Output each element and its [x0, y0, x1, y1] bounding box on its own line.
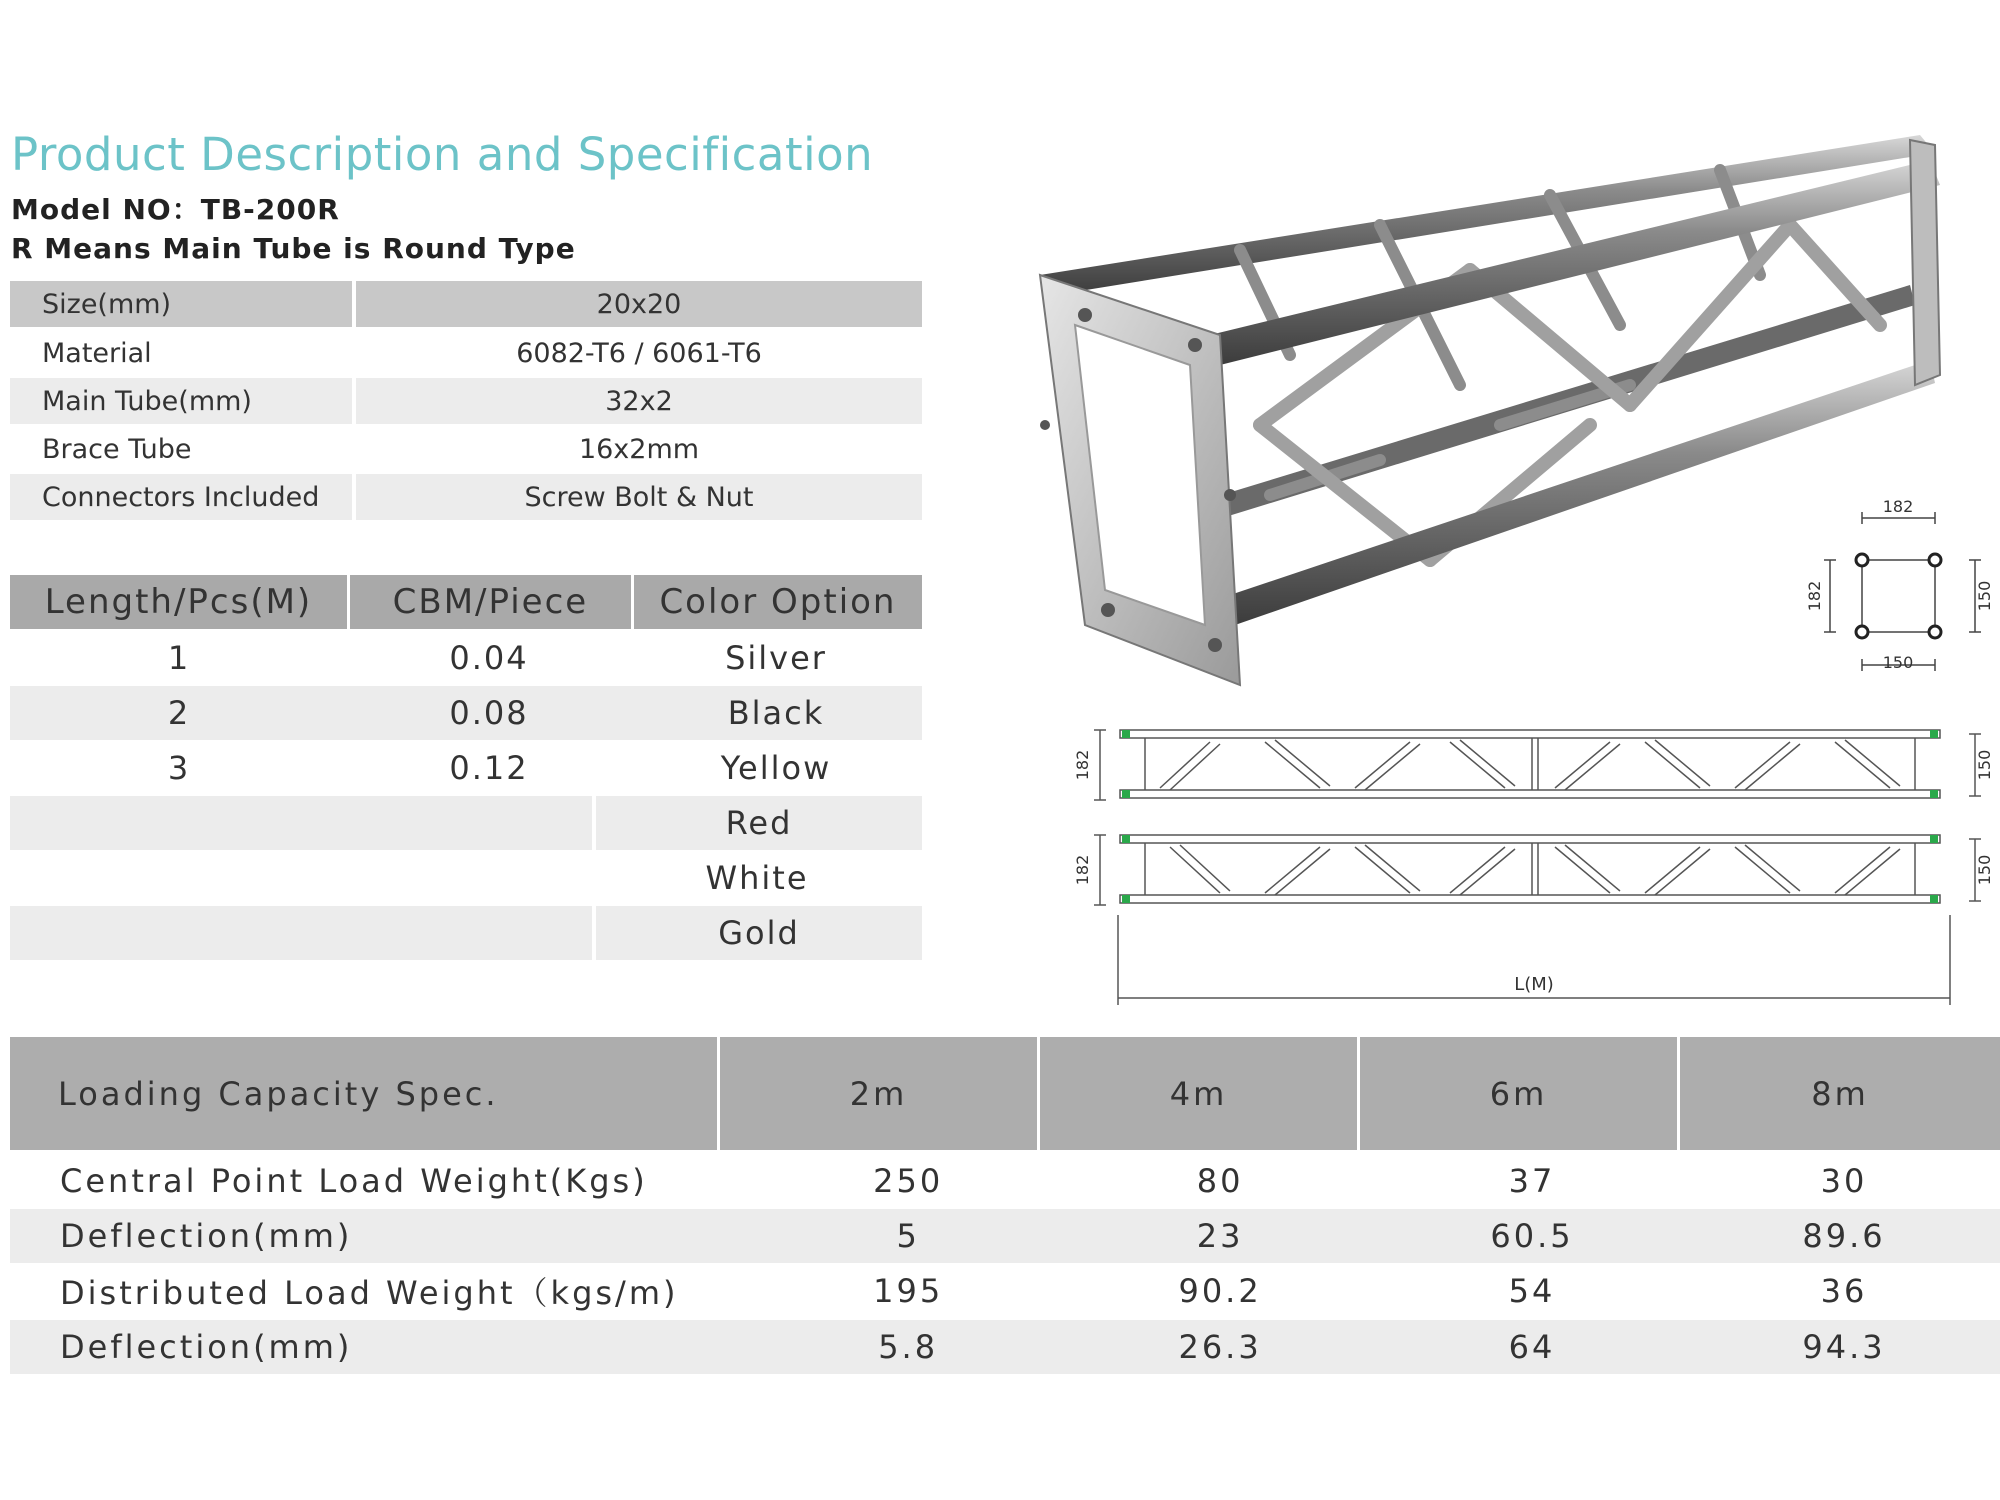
dimension-label: 182: [1073, 854, 1092, 886]
spec-label: Main Tube(mm): [10, 378, 352, 424]
cbm-cell: 0.12: [449, 749, 529, 787]
cbm-cell: 0.08: [449, 694, 529, 732]
spec-label: Connectors Included: [10, 474, 352, 520]
color-cell: White: [705, 859, 809, 897]
spec-row: [10, 330, 922, 376]
column-header: Color Option: [631, 575, 922, 629]
spec-row: [10, 474, 922, 520]
table-cell: 89.6: [1802, 1217, 1886, 1255]
loading-table-header: [10, 1037, 2000, 1150]
color-cell: Black: [727, 694, 825, 732]
table-row: [10, 796, 922, 850]
length-cell: [10, 906, 348, 960]
dimension-label: 182: [1805, 580, 1824, 612]
dimension-label: 182: [1882, 500, 1914, 516]
color-cell: Yellow: [720, 749, 832, 787]
length-table-header: [10, 575, 922, 629]
dimension-label: 150: [1975, 580, 1994, 612]
page-title: Product Description and Specification: [11, 128, 874, 181]
table-cell: 195: [873, 1272, 944, 1310]
dimension-label: 150: [1975, 749, 1994, 781]
color-cell: Silver: [725, 639, 827, 677]
cbm-cell: 0.04: [449, 639, 529, 677]
table-row: [10, 1209, 2000, 1263]
spec-value: Screw Bolt & Nut: [356, 474, 922, 520]
spec-label: Material: [42, 337, 152, 369]
row-label: Deflection(mm): [60, 1217, 353, 1255]
cbm-cell: [348, 851, 592, 905]
table-cell: 26.3: [1178, 1328, 1262, 1366]
spec-label: Size(mm): [10, 281, 352, 327]
round-type-note: R Means Main Tube is Round Type: [11, 232, 576, 265]
column-header: 4m: [1040, 1037, 1360, 1150]
length-cell: [10, 851, 348, 905]
table-cell: 64: [1508, 1328, 1556, 1366]
length-cell: 1: [167, 639, 191, 677]
color-cell: Red: [596, 796, 922, 850]
spec-value: 16x2mm: [578, 433, 700, 465]
table-cell: 60.5: [1490, 1217, 1574, 1255]
spec-value: 20x20: [356, 281, 922, 327]
table-cell: 90.2: [1178, 1272, 1262, 1310]
length-cell: [10, 796, 348, 850]
row-label: Deflection(mm): [60, 1328, 353, 1366]
table-row: [10, 686, 922, 740]
table-cell: 30: [1820, 1162, 1868, 1200]
length-dimension-label: L(M): [1514, 974, 1554, 995]
spec-value: 32x2: [356, 378, 922, 424]
spec-row: [10, 378, 922, 424]
spec-row: [10, 426, 922, 472]
model-number: Model NO：TB-200R: [11, 193, 340, 226]
column-header: 6m: [1360, 1037, 1680, 1150]
table-row: [10, 1154, 2000, 1208]
table-cell: 37: [1508, 1162, 1556, 1200]
length-cell: 3: [167, 749, 191, 787]
dimension-label: 182: [1073, 749, 1092, 781]
row-label: Distributed Load Weight（kgs/m): [60, 1274, 679, 1312]
table-cell: 80: [1196, 1162, 1244, 1200]
column-header: CBM/Piece: [347, 575, 631, 629]
side-view-diagram: [1070, 720, 2000, 1020]
column-header: 8m: [1680, 1037, 2000, 1150]
table-row: [10, 631, 922, 685]
cbm-cell: [348, 906, 592, 960]
table-cell: 5: [896, 1217, 920, 1255]
length-cell: 2: [167, 694, 191, 732]
color-cell: Gold: [596, 906, 922, 960]
table-cell: 94.3: [1802, 1328, 1886, 1366]
table-row: [10, 741, 922, 795]
dimension-label: 150: [1882, 653, 1914, 672]
table-cell: 36: [1820, 1272, 1868, 1310]
table-row: [10, 1264, 2000, 1318]
table-cell: 54: [1508, 1272, 1556, 1310]
table-cell: 23: [1196, 1217, 1244, 1255]
spec-value: 6082-T6 / 6061-T6: [516, 337, 762, 369]
table-row: [10, 906, 922, 960]
dimension-label: 150: [1975, 854, 1994, 886]
spec-label: Brace Tube: [42, 433, 192, 465]
table-row: [10, 1320, 2000, 1374]
table-cell: 250: [873, 1162, 944, 1200]
table-row: [10, 851, 922, 905]
spec-row: [10, 281, 922, 327]
loading-table-title: Loading Capacity Spec.: [10, 1037, 720, 1150]
column-header: 2m: [720, 1037, 1040, 1150]
row-label: Central Point Load Weight(Kgs): [60, 1162, 648, 1200]
cross-section-diagram: [1800, 500, 2000, 690]
column-header: Length/Pcs(M): [44, 582, 313, 622]
cbm-cell: [348, 796, 592, 850]
table-cell: 5.8: [878, 1328, 939, 1366]
